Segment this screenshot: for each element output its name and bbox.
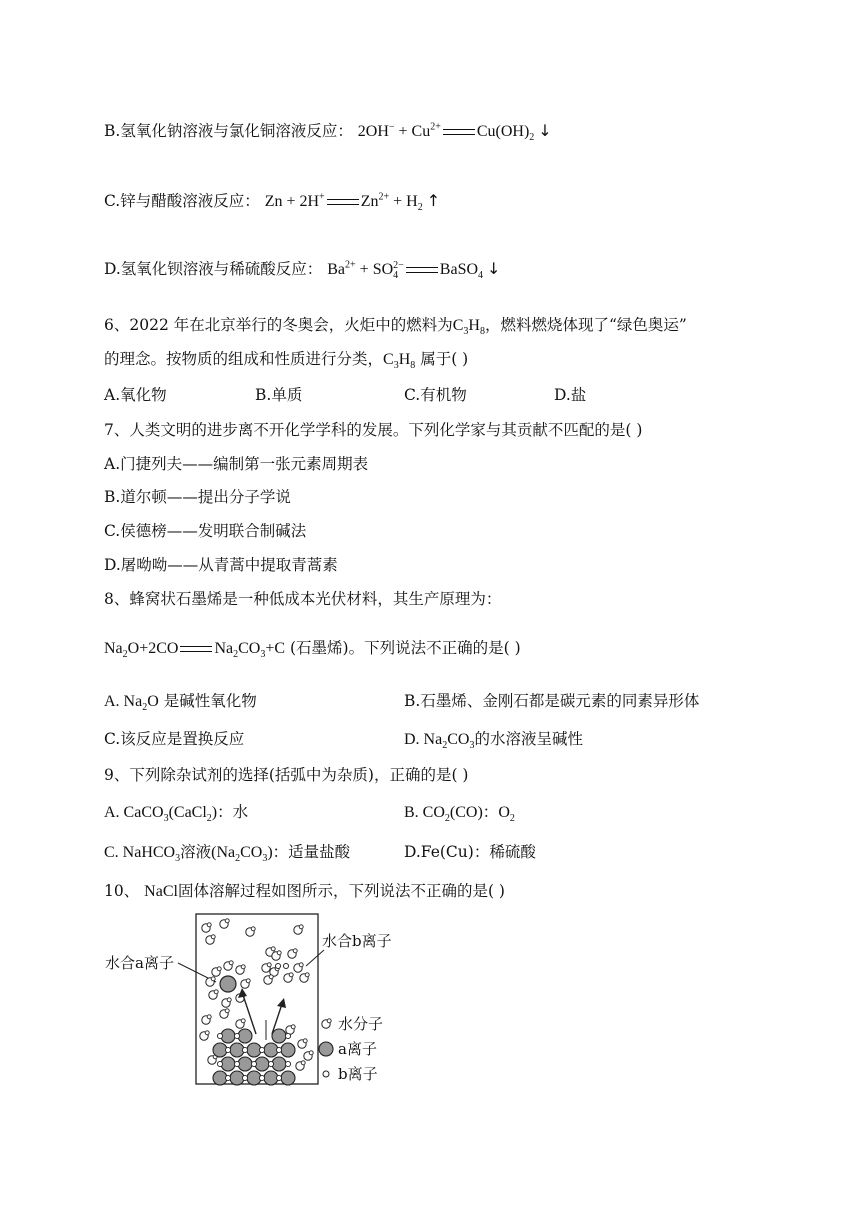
- q9-option-c[interactable]: C. NaHCO$_3$溶液$(Na_2CO_3)$：适量盐酸: [104, 843, 351, 865]
- legend-b-ion: b离子: [338, 1065, 378, 1083]
- q8-option-a[interactable]: A. $Na_2O$ 是碱性氧化物: [104, 692, 257, 714]
- q9-option-a[interactable]: A. CaCO$_3$(CaCl$_2$)：水: [104, 803, 249, 825]
- q6-stem-line1: 6、2022 年在北京举行的冬奥会，火炬中的燃料为$C_3H_8$，燃料燃烧体现了“绿色奥运”: [104, 316, 687, 338]
- legend-a-ion: a离子: [338, 1040, 377, 1058]
- q5-option-b: B.氢氧化钠溶液与氯化铜溶液反应： $2OH^- + Cu^{2+}$ $Cu(OH)_2$ ↓: [104, 121, 552, 144]
- q7-option-a[interactable]: A.门捷列夫——编制第一张元素周期表: [104, 455, 369, 473]
- q10-stem: 10、 NaCl固体溶解过程如图所示，下列说法不正确的是( ): [104, 882, 505, 900]
- q6-stem-line2: 的理念。按物质的组成和性质进行分类，$C_3H_8$ 属于( ): [104, 350, 469, 372]
- q8-option-d[interactable]: D. $Na_2CO_3$的水溶液呈碱性: [404, 730, 583, 752]
- q8-option-b[interactable]: B.石墨烯、金刚石都是碳元素的同素异形体: [404, 692, 700, 710]
- a-ion-icon: [319, 1042, 333, 1056]
- q8-equation: $Na_2O+2CO$ $Na_2CO_3+C$ (石墨烯)。下列说法不正确的是( ): [104, 639, 521, 661]
- q5-option-d: D.氢氧化钡溶液与稀硫酸反应： $Ba^{2+} + SO_4^{2-}$ BaSO$_4$ ↓: [104, 259, 501, 282]
- q5-option-c: C.锌与醋酸溶液反应： Zn + 2H+ $Zn^{2+} + H_2$ ↑: [104, 191, 441, 214]
- q7-option-d[interactable]: D.屠呦呦——从青蒿中提取青蒿素: [104, 556, 338, 574]
- water-molecule-icon: [322, 1019, 331, 1028]
- q6-option-a[interactable]: A.氧化物: [104, 386, 167, 404]
- equation-d: $Ba^{2+} + SO_4^{2-}$ BaSO$_4$ ↓: [327, 259, 501, 282]
- q6-option-c[interactable]: C.有机物: [404, 386, 467, 404]
- q7-option-c[interactable]: C.侯德榜——发明联合制碱法: [104, 522, 307, 540]
- equation-c: Zn + 2H+ $Zn^{2+} + H_2$ ↑: [264, 191, 441, 214]
- propane-formula: $C_3H_8$: [452, 317, 485, 338]
- equation-b: $2OH^- + Cu^{2+}$ $Cu(OH)_2$ ↓: [357, 121, 552, 144]
- legend-water: 水分子: [338, 1015, 384, 1033]
- label-hydrated-a-ion: 水合a离子: [105, 954, 174, 972]
- q7-option-b[interactable]: B.道尔顿——提出分子学说: [104, 488, 291, 506]
- label-hydrated-b-ion: 水合b离子: [322, 932, 392, 950]
- q9-stem: 9、下列除杂试剂的选择(括弧中为杂质)，正确的是( ): [104, 766, 469, 784]
- q6-option-b[interactable]: B.单质: [255, 386, 303, 404]
- propane-formula-2: $C_3H_8$: [383, 351, 416, 372]
- q6-option-d[interactable]: D.盐: [554, 386, 587, 404]
- reaction-equation: $Na_2O+2CO$ $Na_2CO_3+C$: [104, 640, 286, 661]
- q9-option-b[interactable]: B. $CO_2(CO)$：$O_2$: [404, 803, 515, 825]
- q9-option-d[interactable]: D.Fe(Cu)：稀硫酸: [404, 843, 536, 861]
- nacl-dissolution-figure: [100, 908, 420, 1092]
- q7-stem: 7、人类文明的进步离不开化学学科的发展。下列化学家与其贡献不匹配的是( ): [104, 421, 643, 439]
- q8-stem: 8、蜂窝状石墨烯是一种低成本光伏材料，其生产原理为：: [104, 590, 502, 608]
- b-ion-icon: [323, 1071, 329, 1077]
- q8-option-c[interactable]: C.该反应是置换反应: [104, 730, 245, 748]
